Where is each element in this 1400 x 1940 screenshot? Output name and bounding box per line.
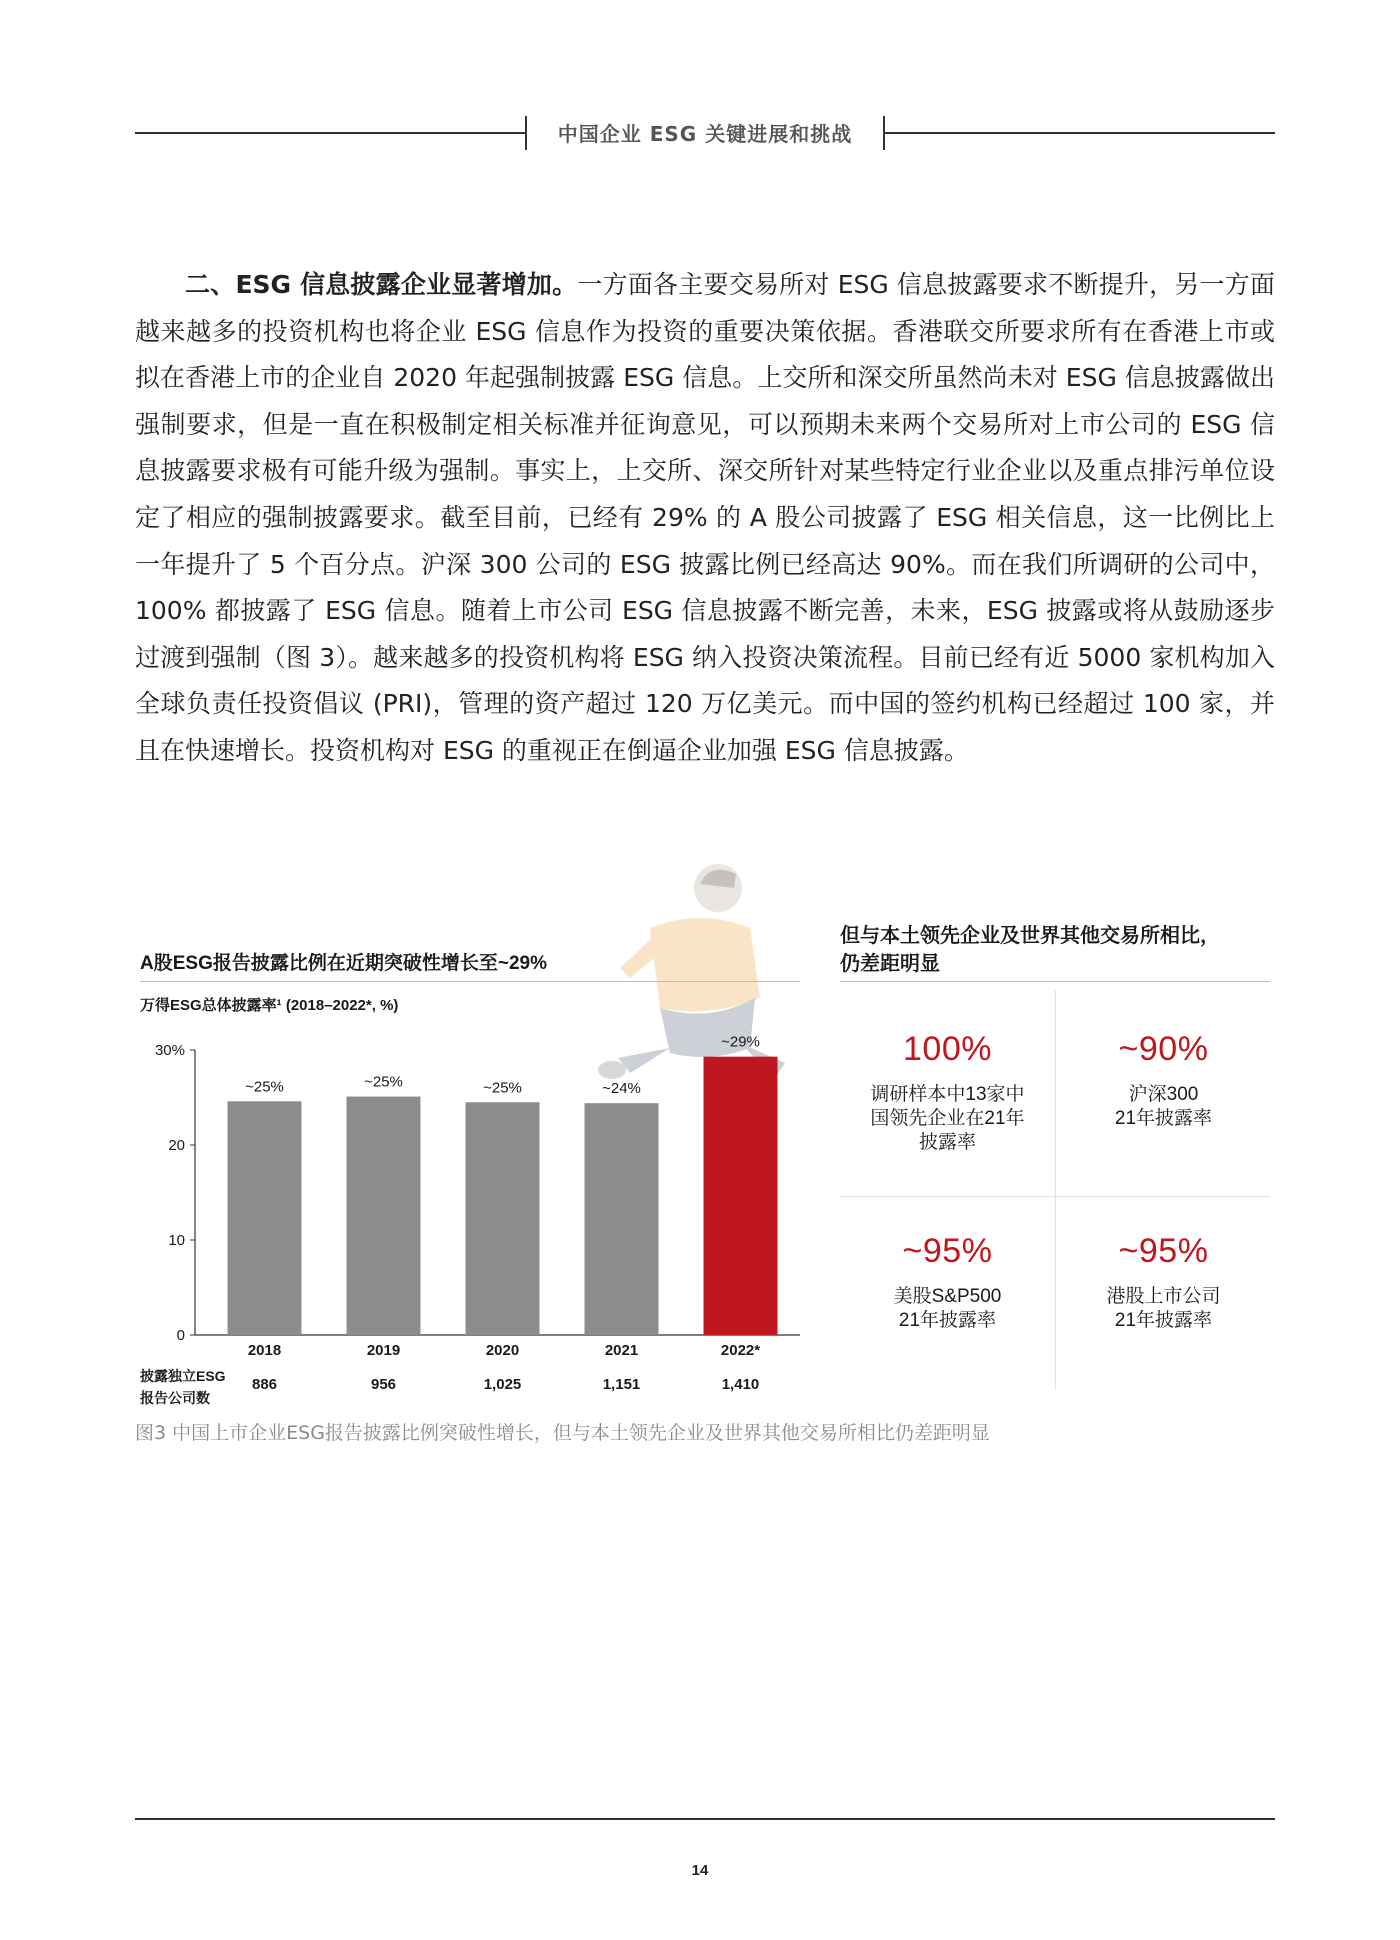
y-tick-label: 30%	[154, 1042, 185, 1059]
y-tick-label: 0	[176, 1327, 185, 1344]
comparison-label-line: 披露率	[918, 1132, 976, 1153]
chart-title: A股ESG报告披露比例在近期突破性增长至~29%	[140, 953, 547, 974]
y-tick-label: 20	[168, 1137, 185, 1154]
paragraph-lead: 二、ESG 信息披露企业显著增加。	[185, 270, 578, 299]
counts-row-label-line-2: 报告公司数	[140, 1390, 210, 1406]
bar	[466, 1102, 540, 1335]
comparison-label-line: 港股上市公司	[1106, 1286, 1221, 1307]
chart-subtitle: 万得ESG总体披露率¹ (2018–2022*, %)	[140, 997, 399, 1014]
x-tick-label: 2021	[604, 1342, 639, 1359]
comparison-label-line: 21年披露率	[1114, 1108, 1213, 1129]
header-rule-right	[885, 132, 1275, 134]
comparison-label	[840, 1083, 1055, 1155]
company-count-value: 886	[251, 1376, 278, 1393]
footer-rule	[135, 1818, 1275, 1820]
company-count-value: 1,025	[483, 1376, 522, 1393]
paragraph-text: 一方面各主要交易所对 ESG 信息披露要求不断提升，另一方面越来越多的投资机构也将企业 ESG 信息作为投资的重要决策依据。香港联交所要求所有在香港上市或拟在香港上市的企业自 2020 年起强制披露 ESG 信息。上交所和深交所虽然尚未对 ESG 信息披露做出强制要求，但是一直在积极制定相关标准并征询意见，可以预期未来两个交易所对上市公司的 ESG 信息披露要求极有可能升级为强制。事实上，上交所、深交所针对某些特定行业企业以及重点排污单位设定了相应的强制披露要求。截至目前，已经有 29% 的 A 股公司披露了 ESG 相关信息，这一比例比上一年提升了 5 个百分点。沪深 300 公司的 ESG 披露比例已经高达 90%。而在我们所调研的公司中，100% 都披露了 ESG 信息。随着上市公司 ESG 信息披露不断完善，未来，ESG 披露或将从鼓励逐步过渡到强制（图 3）。越来越多的投资机构将 ESG 纳入投资决策流程。目前已经有近 5000 家机构加入全球负责任投资倡议 (PRI)，管理的资产超过 120 万亿美元。而中国的签约机构已经超过 100 家，并且在快速增长。投资机构对 ESG 的重视正在倒逼企业加强 ESG 信息披露。	[135, 270, 1275, 765]
bar	[347, 1097, 421, 1335]
body-paragraph	[135, 262, 1275, 775]
comparison-label-line: 美股S&P500	[893, 1286, 1002, 1307]
comparison-cell-csi300	[1056, 1030, 1271, 1131]
chart-title-rule	[140, 981, 800, 982]
comparison-title-line-1: 但与本土领先企业及世界其他交易所相比，	[840, 925, 1220, 947]
comparison-label-line: 21年披露率	[898, 1310, 997, 1331]
comparison-value: 100%	[903, 1030, 992, 1068]
comparison-horizontal-divider	[840, 1196, 1270, 1197]
bar-data-label: ~25%	[483, 1079, 522, 1097]
comparison-title-line-2: 仍差距明显	[840, 953, 940, 975]
running-header-title: 中国企业 ESG 关键进展和挑战	[557, 122, 853, 146]
comparison-label-line: 沪深300	[1128, 1084, 1199, 1105]
y-tick-label: 10	[168, 1232, 185, 1249]
company-count-value: 956	[370, 1376, 397, 1393]
comparison-label	[1056, 1285, 1271, 1333]
company-count-value: 1,410	[721, 1376, 760, 1393]
comparison-value: ~95%	[1118, 1232, 1209, 1270]
comparison-label-line: 21年披露率	[1114, 1310, 1213, 1331]
bar-data-label: ~24%	[602, 1080, 641, 1098]
bar	[228, 1101, 302, 1335]
comparison-cell-leading-firms	[840, 1030, 1055, 1155]
figure-caption: 图3 中国上市企业ESG报告披露比例突破性增长，但与本土领先企业及世界其他交易所相比仍差距明显	[135, 1422, 990, 1444]
bar-chart	[140, 1030, 810, 1410]
comparison-label-line: 调研样本中13家中	[870, 1084, 1025, 1105]
comparison-title-rule	[840, 981, 1270, 982]
x-tick-label: 2022*	[720, 1342, 761, 1359]
comparison-cell-hk-listed	[1056, 1232, 1271, 1333]
company-count-value: 1,151	[602, 1376, 641, 1393]
bar-data-label: ~25%	[245, 1078, 284, 1096]
bar-data-label: ~25%	[364, 1073, 403, 1091]
comparison-cell-sp500	[840, 1232, 1055, 1333]
counts-row-label-line-1: 披露独立ESG	[140, 1368, 226, 1384]
comparison-value: ~95%	[902, 1232, 993, 1270]
comparison-label	[840, 1285, 1055, 1333]
x-tick-label: 2020	[485, 1342, 520, 1359]
bar	[704, 1057, 778, 1335]
page-number: 14	[691, 1862, 709, 1879]
comparison-title	[840, 922, 1270, 978]
bar-data-label: ~29%	[721, 1033, 760, 1051]
x-tick-label: 2018	[247, 1342, 282, 1359]
comparison-label	[1056, 1083, 1271, 1131]
x-tick-label: 2019	[366, 1342, 401, 1359]
comparison-label-line: 国领先企业在21年	[870, 1108, 1025, 1129]
bar	[585, 1103, 659, 1335]
header-rule-left	[135, 132, 525, 134]
comparison-value: ~90%	[1118, 1030, 1209, 1068]
